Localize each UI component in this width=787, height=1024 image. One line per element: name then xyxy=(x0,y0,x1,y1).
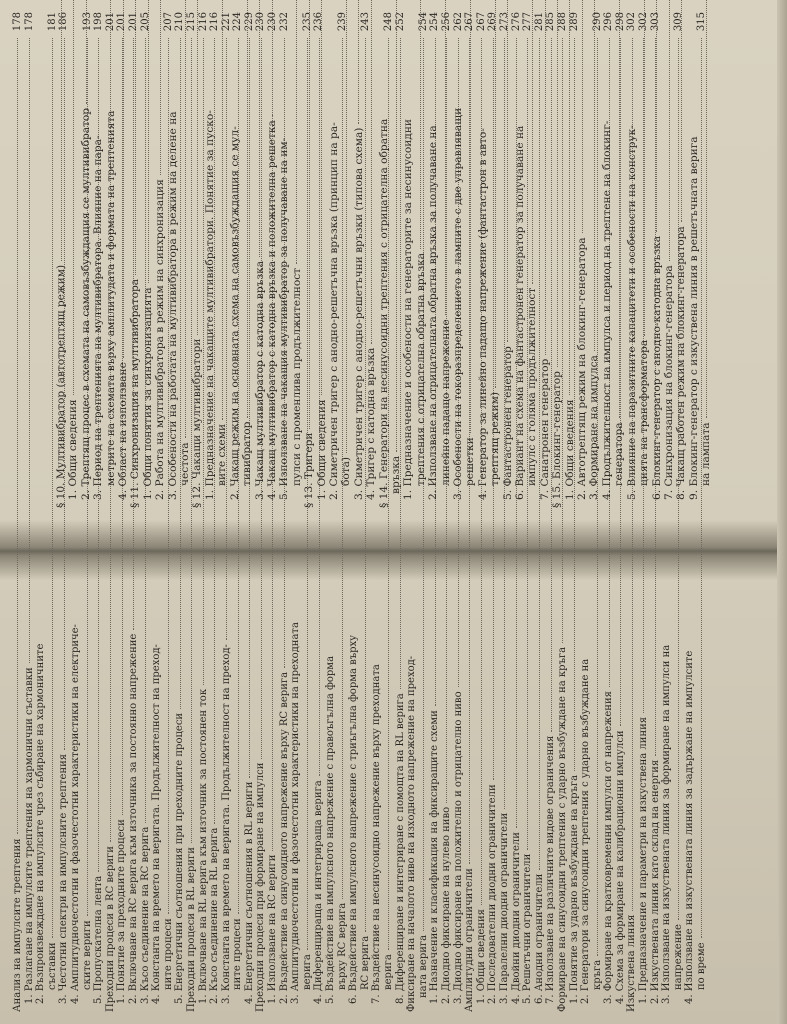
dot-leader xyxy=(296,0,297,264)
toc-entry xyxy=(303,0,315,508)
toc-entry-title: 1. Включване на RL верига към източник за постоянен ток xyxy=(197,688,209,1004)
toc-entry xyxy=(663,0,675,508)
toc-entry-title: 2. Последователни диодни ограничители xyxy=(487,784,499,1004)
toc-entry-title: 1. Общи сведения xyxy=(315,399,328,500)
toc-entry-title: Преходни процеси в RL вериги xyxy=(185,847,197,1012)
toc-entry-title: 3. Симетричен тригер с анодно-решетъчни връзки (типова схема) xyxy=(352,127,365,500)
toc-entry xyxy=(514,0,526,508)
toc-entry-page: 236 xyxy=(313,12,325,32)
toc-entry xyxy=(526,0,538,508)
toc-entry-page: 221 xyxy=(220,12,232,32)
toc-entry-title: 3. Късо съединение на RC верига xyxy=(139,826,151,1004)
toc-entry-page: 216 xyxy=(209,12,221,32)
toc-entry-title: 3. Използване на изкуствената линия за формиране на импулси на xyxy=(661,644,673,1004)
toc-entry-title: § 12. Чакащи мултивибратори xyxy=(191,338,204,508)
toc-entry xyxy=(154,0,166,508)
toc-entry-title: 3. Константа на времето на веригата. Продължителност на преход- xyxy=(220,644,232,1004)
toc-entry-title: решетки xyxy=(464,437,477,486)
toc-entry-page: 302 xyxy=(638,12,650,32)
toc-entry-title: 1. Общи сведения xyxy=(475,909,487,1004)
toc-entry-title: Преходни процеси в RC вериги xyxy=(104,846,116,1012)
toc-entry xyxy=(12,12,24,1012)
toc-entry-page: 201 xyxy=(127,12,139,32)
toc-entry xyxy=(365,0,377,508)
toc-entry-title: 1. Предназначение и параметри на изкуствена линия xyxy=(638,716,650,1004)
dot-leader xyxy=(222,0,223,420)
toc-entry-page: 315 xyxy=(696,12,708,32)
dot-leader xyxy=(594,0,595,351)
toc-entry-title: 1. Използване на RC вериги xyxy=(267,854,279,1004)
toc-entry-page: 193 xyxy=(81,12,93,32)
toc-entry-title: 1. Понятие за ударно възбуждане на кръга xyxy=(568,774,580,1004)
toc-entry-title: § 10. Мултивибратор (автотрептящ режим) xyxy=(55,264,67,508)
toc-entry-page: 239 xyxy=(336,12,348,32)
toc-entry xyxy=(92,0,104,508)
toc-entry-page: 201 xyxy=(104,12,116,32)
toc-entry-title: 3. Амплитудночестотни и фазочестотни характеристики на преходната xyxy=(290,622,302,1004)
toc-entry-page: 229 xyxy=(243,12,255,32)
toc-entry-title: 2. Чакащ режим на основната схема на самовъзбуждащия се мул- xyxy=(228,126,241,500)
toc-entry-title: § 15. Блокинг-генератор xyxy=(551,371,564,508)
dot-leader xyxy=(148,0,149,283)
toc-entry-page: 298 xyxy=(614,12,626,32)
dot-leader xyxy=(17,38,18,834)
toc-entry-page: 205 xyxy=(139,12,151,32)
toc-entry-page: 269 xyxy=(487,12,499,32)
toc-entry xyxy=(139,0,154,508)
toc-entry xyxy=(539,0,551,508)
toc-entry-page: 207 xyxy=(162,12,174,32)
toc-entry-title: 5. Въздействие на импулсното напрежение с правоъгълна форма xyxy=(325,655,337,1004)
dot-leader xyxy=(52,38,53,938)
dot-leader xyxy=(445,0,446,315)
toc-entry-title: верига xyxy=(301,954,313,990)
dot-leader xyxy=(197,0,198,335)
toc-entry xyxy=(502,0,514,508)
toc-entry-page: 273 xyxy=(498,12,510,32)
toc-entry-title: 5. Използване на чакащия мултивибратор за получаване на им- xyxy=(278,137,291,500)
toc-entry-title: 4. Схема за формиране на калибрационни импулси xyxy=(614,730,626,1004)
toc-entry xyxy=(117,0,129,508)
toc-entry-title: 2. Въздействие на синусоидното напрежение върху RC верига xyxy=(278,671,290,1004)
toc-entry xyxy=(24,12,36,1012)
toc-entry-page: 198 xyxy=(93,12,105,32)
toc-entry xyxy=(651,0,663,508)
toc-entry-title: 3. Особености на работата на мултивибратора в режим на делене на xyxy=(166,111,179,500)
toc-entry-title: Изкуствена линия xyxy=(626,914,638,1012)
dot-leader xyxy=(507,0,508,342)
toc-entry-title: съставки xyxy=(46,942,58,990)
toc-entry-page: 254 xyxy=(417,12,429,32)
toc-entry-title: 5. Влияние на паразитните капацитети и особености на конструк- xyxy=(625,125,638,500)
dot-leader xyxy=(669,0,670,261)
toc-entry-title: 2. Късо съединение на RL верига xyxy=(209,827,221,1004)
toc-entry-title: § 11. Синхронизация на мултивибратора xyxy=(129,278,142,508)
toc-entry-title: верига xyxy=(383,954,394,990)
dot-leader xyxy=(123,0,124,358)
toc-entry-title: § 13. Тригери xyxy=(303,432,316,508)
toc-entry-page: 276 xyxy=(510,12,522,32)
toc-entry xyxy=(67,0,79,508)
toc-entry-page: 267 xyxy=(464,12,476,32)
toc-entry-title: върху RC верига xyxy=(336,902,348,990)
toc-entry-title: 6. Въздействие на импулсното напрежение с триъгълна форма върху xyxy=(348,634,360,1004)
dot-leader xyxy=(619,0,620,418)
toc-entry-page: 256 xyxy=(440,12,452,32)
toc-entry-title: 3. Паралелни диодни ограничители xyxy=(498,812,510,1004)
toc-entry-title: бота) xyxy=(340,456,353,486)
toc-entry xyxy=(489,0,501,508)
dot-leader xyxy=(396,0,397,452)
dot-leader xyxy=(86,0,87,104)
toc-entry-title: 3. Формиране на импулса xyxy=(588,355,601,500)
dot-leader xyxy=(681,0,682,222)
dot-leader xyxy=(371,0,372,344)
toc-entry-page: 216 xyxy=(197,12,209,32)
toc-entry xyxy=(80,0,92,508)
toc-entry xyxy=(278,0,290,508)
toc-entry-page: 309 xyxy=(672,12,684,32)
toc-entry-page: 210 xyxy=(174,12,186,32)
toc-entry-title: импулс с голяма продължителност xyxy=(526,287,539,486)
toc-entry-page: 303 xyxy=(649,12,661,32)
dot-leader xyxy=(321,0,322,395)
dot-leader xyxy=(358,0,359,124)
toc-entry-title: 3. Честотни спектри на импулсните трептения xyxy=(58,753,70,1004)
toc-entry-title: RC верига xyxy=(359,935,371,990)
toc-entry xyxy=(626,0,638,508)
toc-entry xyxy=(588,0,600,508)
toc-entry xyxy=(477,0,489,508)
toc-entry-title: честота xyxy=(179,442,192,486)
toc-entry xyxy=(353,0,365,508)
dot-leader xyxy=(272,0,273,116)
toc-entry-page: 252 xyxy=(394,12,406,32)
toc-entry-title: на лампата xyxy=(700,422,713,486)
toc-entry-title: тивибратор xyxy=(241,421,254,486)
toc-entry-page: 288 xyxy=(556,12,568,32)
toc-entry-title: 4. Диференцираща и интегрираща верига xyxy=(313,780,325,1004)
toc-entry-title: 3. Особености на токоразпределението в лампите с две управляващи xyxy=(452,107,464,500)
toc-entry-page: 232 xyxy=(278,12,290,32)
toc-entry-title: 4. Генератор за линейно падащо напрежение (фантастрон в авто- xyxy=(476,128,489,500)
toc-entry-title: 3. Период на трептенията на мултивибратора. Влияние на пара- xyxy=(92,135,105,500)
toc-entry xyxy=(551,0,563,508)
toc-entry xyxy=(415,0,427,508)
dot-leader xyxy=(656,0,657,232)
toc-entry xyxy=(440,0,452,508)
toc-entry-title: 1. Назначение и класификация на фиксиращите схеми xyxy=(429,710,441,1004)
toc-entry-title: 2. Включване на RC верига към източника за постоянно напрежение xyxy=(127,633,139,1004)
toc-entry xyxy=(35,12,47,1012)
toc-entry-title: Фиксиране на началото ниво на изходното напрежение на преход- xyxy=(406,655,418,1012)
toc-entry-title: § 14. Генератори на несинусоидни трептения с отрицателна обратна xyxy=(377,118,390,508)
toc-entry-title: 4. Продължителност на импулса и период на трептене на блокинг- xyxy=(600,120,613,500)
toc-entry-title: Преходни процеси при формиране на импулси xyxy=(255,762,267,1012)
toc-entry-title: 2. Трептящ процес в схемата на самовъзбуждащия се мултивибратор xyxy=(79,107,92,500)
toc-entry-title: ните процеси xyxy=(232,918,244,990)
toc-entry-title: 7. Въздействие на несинусоидно напрежение върху преходната xyxy=(371,664,383,1004)
dot-leader xyxy=(160,0,161,175)
toc-entry xyxy=(464,0,476,508)
toc-entry-page: 254 xyxy=(429,12,441,32)
toc-entry-title: линейно падащо напрежение xyxy=(439,319,452,486)
toc-entry xyxy=(452,0,464,508)
dot-leader xyxy=(185,0,186,438)
toc-entry xyxy=(427,0,439,508)
toc-entry xyxy=(564,0,576,508)
toc-entry-title: 4. Чакащ мултивибратор с катодна връзка и положителна решетка xyxy=(265,120,278,500)
toc-entry xyxy=(688,0,700,508)
toc-entry xyxy=(179,0,191,508)
toc-entry-title: 4. Тригер с катодна връзка xyxy=(365,347,378,500)
dot-leader xyxy=(569,0,570,395)
dot-leader xyxy=(29,38,30,663)
toc-entry-title: 1. Понятие за преходните процеси xyxy=(116,819,128,1004)
toc-entry-title: 5. Решетъчни ограничители xyxy=(522,853,534,1004)
toc-entry-title: 6. Блокинг-генератор с анодно-катодна връзка xyxy=(650,235,663,500)
toc-entry-title: 2. Използване на отрицателната обратна връзка за получаване на xyxy=(427,125,440,500)
dot-leader xyxy=(247,0,248,418)
toc-entry xyxy=(241,0,253,508)
dot-leader xyxy=(309,0,310,429)
toc-entry-page: 290 xyxy=(591,12,603,32)
toc-entry-title: 4. Двойни диодни ограничители xyxy=(510,832,522,1004)
toc-entry-title: ските вериги xyxy=(81,920,93,990)
toc-entry-title: 1. Предназначение и особености на генераторите за несинусоидни xyxy=(402,119,415,500)
toc-entry-title: 5. Фантастронен генератор xyxy=(501,346,514,500)
toc-entry-title: 2. Симетричен тригер с анодно-решетъчна връзка (принцип на ра- xyxy=(327,122,340,500)
toc-entry-title: напрежение xyxy=(672,924,684,990)
toc-entry-page: 181 xyxy=(46,12,58,32)
toc-entry-title: 4. Амплитудночестотни и фазочестотни характеристики на електриче- xyxy=(69,624,81,1004)
toc-entry-title: 4. Енергетични съотношения в RL вериги xyxy=(243,781,255,1004)
toc-entry xyxy=(254,0,266,508)
toc-entry xyxy=(378,0,390,508)
toc-entry-page: 277 xyxy=(522,12,534,32)
toc-entry-title: 7. Използване на различните видове ограничения xyxy=(545,735,557,1004)
dot-leader xyxy=(110,0,111,107)
toc-entry xyxy=(576,0,588,508)
toc-entry xyxy=(672,0,688,508)
dot-leader xyxy=(346,0,347,453)
toc-entry-title: кръга xyxy=(591,959,603,990)
toc-entry-title: 4. Константа на времето на веригата. Продължителност на преход- xyxy=(151,644,163,1004)
toc-entry-title: цията на трансформатора xyxy=(638,339,651,486)
dot-leader xyxy=(706,0,707,418)
toc-entry-page: 262 xyxy=(452,12,464,32)
toc-entry xyxy=(638,0,650,508)
dot-leader xyxy=(61,0,62,261)
toc-entry-page: 296 xyxy=(603,12,615,32)
toc-entry-title: 1. Общи сведения xyxy=(67,399,80,500)
toc-entry-title: 2. Диодно фиксиране на нулево ниво xyxy=(440,806,452,1004)
dot-leader xyxy=(557,0,558,367)
dot-leader xyxy=(532,0,533,284)
toc-entry-title: 4. Област на използване xyxy=(117,362,130,500)
toc-entry-title: 1. Общи понятия за синхронизацията xyxy=(141,287,154,500)
toc-entry-title: ната верига xyxy=(417,934,429,998)
toc-entry xyxy=(129,0,141,508)
toc-entry-page: 186 xyxy=(58,12,70,32)
dot-leader xyxy=(545,0,546,355)
toc-entry-title: 2. Възпроизвеждане на импулсите чрез събиране на хармоничните xyxy=(35,643,47,1004)
dot-leader xyxy=(259,0,260,257)
toc-entry-title: 9. Блокинг-генератор с изкуствена линия в решетъчната верига xyxy=(687,136,700,500)
toc-entry xyxy=(316,0,328,508)
toc-entry xyxy=(613,0,625,508)
toc-entry xyxy=(105,0,117,508)
toc-entry-title: 7. Синхронизация на блокинг-генератора xyxy=(662,265,675,500)
toc-entry-title: пулси с променлива продължителност xyxy=(290,267,303,486)
toc-entry-page: 201 xyxy=(116,12,128,32)
toc-entry-title: 2. Изкуствената линия като склад на енергия xyxy=(649,759,661,1004)
toc-entry-page: 178 xyxy=(23,12,35,32)
page-edge xyxy=(777,0,787,1024)
toc-entry xyxy=(291,0,303,508)
toc-entry-page: 248 xyxy=(383,12,394,32)
toc-entry-page: 230 xyxy=(267,12,279,32)
toc-entry-title: 4. Използване на изкуствената линия за задържане на импулсите xyxy=(684,650,696,1004)
dot-leader xyxy=(135,0,136,275)
toc-entry xyxy=(229,0,241,508)
toc-entry-page: 215 xyxy=(185,12,197,32)
toc-entry-title: 5. Пропускателна лента xyxy=(93,875,105,1004)
toc-entry-title: 1. Предназначение на чакащите мултивибратори. Понятие за пуско- xyxy=(203,110,216,500)
toc-entry xyxy=(328,0,340,508)
toc-entry-title: трептения с отрицателна обратна връзка xyxy=(414,252,427,486)
toc-entry-page: 281 xyxy=(533,12,545,32)
toc-entry-title: вите схеми xyxy=(216,423,229,486)
toc-entry-page: 235 xyxy=(301,12,313,32)
toc-entry-title: 2. Работа на мултивибратора в режим на синхронизация xyxy=(154,179,167,500)
toc-entry-page: 224 xyxy=(232,12,244,32)
toc-entry-page: 267 xyxy=(475,12,487,32)
toc-entry-title: метрите на схемата върху амплитудата и формата на трептенията xyxy=(104,110,117,486)
dot-leader xyxy=(73,0,74,395)
toc-entry xyxy=(191,0,203,508)
toc-entry xyxy=(340,0,352,508)
toc-entry xyxy=(402,0,414,508)
toc-entry-title: генератора xyxy=(613,422,626,486)
toc-entry-title: по време xyxy=(696,942,708,990)
toc-entry-title: 2. Автотрептящ режим на блокинг-генератора xyxy=(576,237,589,500)
dot-leader xyxy=(644,0,645,336)
dot-leader xyxy=(470,0,471,433)
toc-entry xyxy=(266,0,278,508)
toc-entry-title: Амплитудни ограничители xyxy=(464,868,476,1012)
toc-entry xyxy=(167,0,179,508)
toc-entry xyxy=(700,0,712,508)
toc-entry-title: Формиране на синусоидни трептения с ударно възбуждане на кръга xyxy=(556,646,568,1012)
toc-entry-title: връзка xyxy=(389,455,402,494)
toc-entry-title: 8. Чакащ работен режим на блокинг-генератора xyxy=(675,226,688,500)
toc-entry-title: 8. Диференциране и интегриране с помощта на RL верига xyxy=(394,693,406,1004)
toc-entry xyxy=(601,0,613,508)
toc-entry-title: 5. Енергетични съотношения при преходните процеси xyxy=(174,712,186,1004)
toc-entry-title: 1. Разлагане на импулсите трептения на хармонични съставки xyxy=(23,667,35,1004)
toc-entry xyxy=(390,0,402,508)
toc-entry-title: 6. Вариант на схема на фантастронен генератор за получаване на xyxy=(514,125,527,500)
toc-entry-title: 3. Диодно фиксиране на положително и отрицателно ниво xyxy=(452,691,464,1004)
dot-leader xyxy=(582,0,583,233)
toc-entry-page: 178 xyxy=(12,12,23,32)
toc-entry-title: ните процеси xyxy=(162,918,174,990)
toc-entry-title: 7. Санатронен генератор xyxy=(538,358,551,500)
toc-entry-page: 289 xyxy=(568,12,580,32)
toc-entry-title: 3. Формиране на кратковременни импулси от напрежения xyxy=(603,691,615,1004)
dot-leader xyxy=(420,0,421,249)
toc-entry xyxy=(204,0,216,508)
toc-entry-title: 2. Генератори за синусоидни трептения с ударно възбуждане на xyxy=(580,658,592,1004)
toc-entry-page: 230 xyxy=(255,12,267,32)
toc-entry-title: 6. Анодни ограничители xyxy=(533,873,545,1004)
toc-entry-page: 285 xyxy=(545,12,557,32)
toc-entry-title: трептящ режим) xyxy=(489,392,502,486)
toc-entry-title: 3. Чакащ мултивибратор с катодна връзка xyxy=(253,260,266,500)
toc-entry-page: 302 xyxy=(626,12,638,32)
toc-entry xyxy=(55,0,67,508)
dot-leader xyxy=(495,0,496,388)
toc-entry-title: 1. Общи сведения xyxy=(563,399,576,500)
toc-entry xyxy=(216,0,228,508)
toc-entry-title: Анализ на импулсите трептения xyxy=(12,838,23,1012)
toc-entry-page: 243 xyxy=(359,12,371,32)
